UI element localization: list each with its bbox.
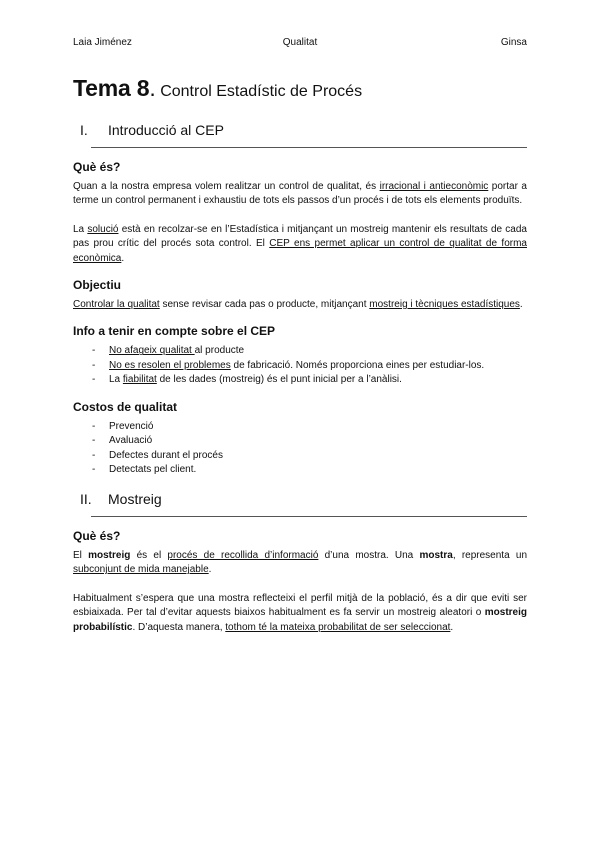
heading-que-es: Què és? — [73, 160, 121, 174]
header-company: Ginsa — [500, 37, 527, 48]
list-item: - Defectes durant el procés — [92, 449, 527, 464]
paragraph: Habitualment s’espera que una mostra reflecteixi el perfil mitjà de la població, és a dir que eviti ser esbiaixada. Per tal d’evitar aquests biaixos habitualment es fa servir un mostreig aleatori o mostreig probabilístic. D’aquesta manera, tothom té la mateixa probabilitat de ser seleccionat. — [73, 592, 527, 633]
paragraph: La solució està en recolzar-se en l’Estadística i mitjançant un mostreig mantenir els resultats de cada pas prou crític del procés sota control. El CEP ens permet aplicar un control de qualitat de forma econòmica. — [73, 223, 527, 264]
document-body — [73, 75, 527, 643]
list-item: - La fiabilitat de les dades (mostreig) és el punt inicial per a l’anàlisi. — [92, 373, 527, 388]
section-heading-mostreig: II. Mostreig — [80, 490, 162, 507]
section-heading-intro: I. Introducció al CEP — [80, 122, 224, 138]
page-title: Tema 8. Control Estadístic de Procés — [73, 75, 363, 101]
list-item: - Detectats pel client. — [92, 463, 527, 478]
heading-info: Info a tenir en compte sobre el CEP — [73, 324, 276, 339]
section-divider — [91, 147, 527, 148]
section-divider — [91, 516, 527, 517]
info-list — [73, 344, 527, 388]
list-item: - No es resolen el problemes de fabricació. Només proporciona eines per estudiar-los. — [92, 359, 527, 374]
paragraph: Quan a la nostra empresa volem realitzar un control de qualitat, és irracional i antieconòmic portar a terme un control permanent i exhaustiu de tots els passos d’un procés i de tots els elements produïts. — [73, 181, 527, 207]
heading-que-es: Què és? — [73, 528, 121, 543]
page-header — [73, 37, 527, 51]
costos-list — [73, 420, 527, 478]
list-item: - Prevenció — [92, 420, 527, 435]
paragraph: Controlar la qualitat sense revisar cada pas o producte, mitjançant mostreig i tècniques estadístiques. — [73, 299, 523, 311]
heading-objectiu: Objectiu — [73, 278, 122, 293]
list-item: - No afageix qualitat al producte — [92, 344, 527, 359]
paragraph: El mostreig és el procés de recollida d’informació d’una mostra. Una mostra, representa un subconjunt de mida manejable. — [73, 549, 527, 576]
header-author: Laia Jiménez — [73, 37, 132, 48]
list-item: - Avaluació — [92, 434, 527, 449]
heading-costos: Costos de qualitat — [73, 399, 178, 414]
header-subject: Qualitat — [282, 37, 318, 48]
